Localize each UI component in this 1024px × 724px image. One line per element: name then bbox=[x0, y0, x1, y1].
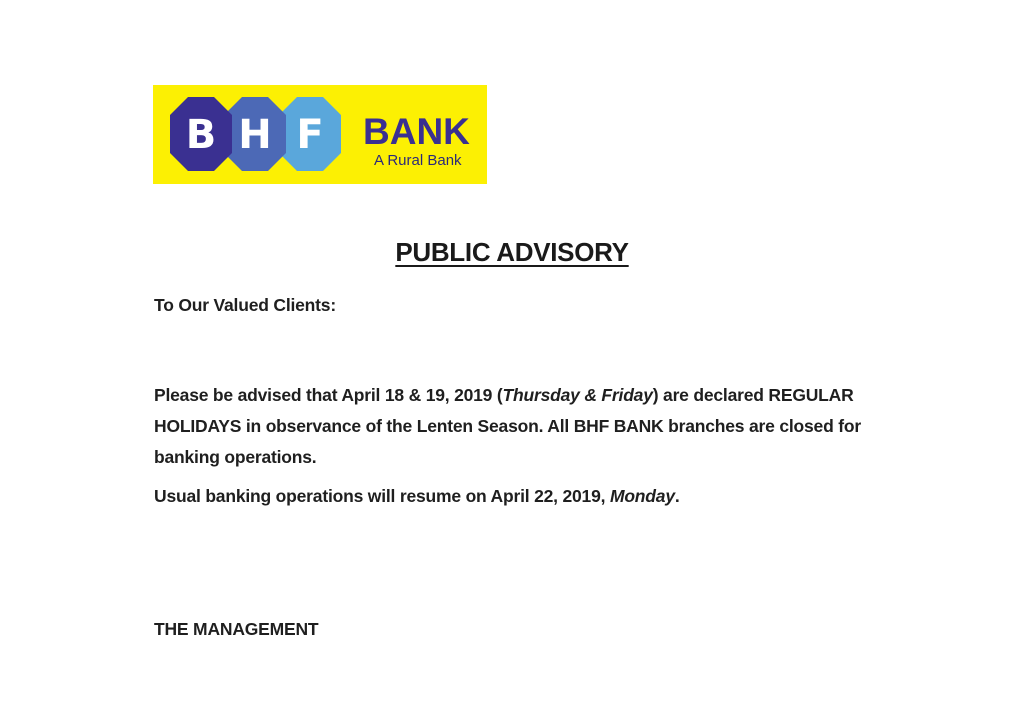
salutation: To Our Valued Clients: bbox=[154, 295, 336, 315]
resume-paragraph bbox=[154, 486, 680, 507]
resume-paragraph-part1: Usual banking operations will resume on April 22, 2019, bbox=[154, 486, 610, 506]
signoff: THE MANAGEMENT bbox=[154, 619, 319, 639]
holiday-paragraph-part2: ) are declared REGULAR HOLIDAYS in observance of the Lenten Season. All BHF BANK branches are closed for banking operations. bbox=[154, 385, 861, 467]
holiday-paragraph bbox=[154, 380, 874, 473]
logo-letter-f: F bbox=[296, 112, 324, 158]
resume-day: Monday bbox=[609, 486, 675, 506]
resume-paragraph-part2: . bbox=[674, 486, 680, 506]
page-title bbox=[0, 237, 1024, 268]
bhf-bank-logo bbox=[153, 85, 487, 184]
logo-letter-h: H bbox=[238, 112, 272, 158]
logo-tagline: A Rural Bank bbox=[374, 152, 462, 169]
logo-letter-b: B bbox=[185, 112, 217, 158]
logo-bank-word: BANK bbox=[363, 111, 470, 152]
logo-graphic bbox=[153, 85, 487, 184]
holiday-paragraph-part1: Please be advised that April 18 & 19, 2019 ( bbox=[154, 385, 503, 405]
holiday-days: Thursday & Friday bbox=[502, 385, 653, 405]
title-text: PUBLIC ADVISORY bbox=[395, 237, 629, 267]
